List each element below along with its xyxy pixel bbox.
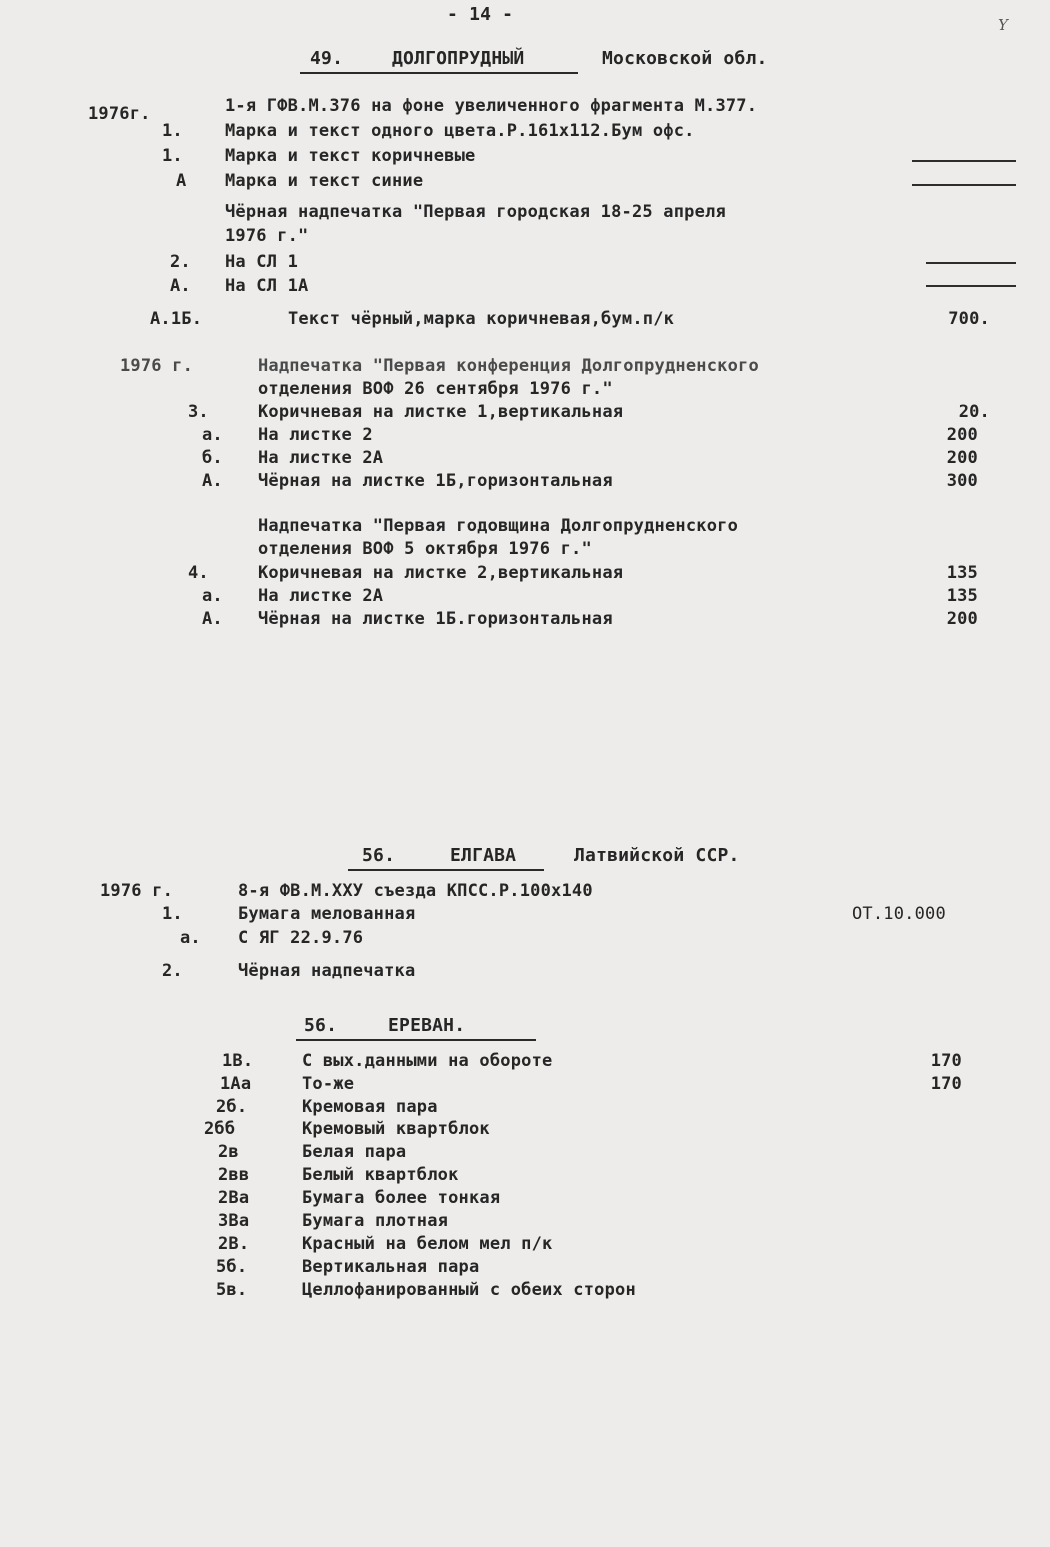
entry-text: На листке 2А <box>258 586 384 606</box>
entry-text: Коричневая на листке 1,вертикальная <box>258 402 624 422</box>
entry-price: 170 <box>930 1051 962 1071</box>
entry-text: С ЯГ 22.9.76 <box>238 928 364 948</box>
entry-text: С вых.данными на обороте <box>302 1051 553 1071</box>
entry-mark: 3. <box>188 402 209 422</box>
section-number: 56. <box>304 1015 338 1036</box>
entry-text: Бумага мелованная <box>238 904 416 924</box>
entry-price: 200 <box>946 448 978 468</box>
entry-mark: А.1Б. <box>150 309 203 329</box>
sub-heading: отделения ВОФ 26 сентября 1976 г." <box>258 379 613 399</box>
entry-text: 1976 г." <box>225 226 309 246</box>
price-dash <box>926 285 1016 287</box>
entry-text: Кремовая пара <box>302 1097 438 1117</box>
entry-price: 170 <box>930 1074 962 1094</box>
entry-text: Белая пара <box>302 1142 407 1162</box>
entry-mark: 5б. <box>216 1257 248 1277</box>
entry-text: Текст чёрный,марка коричневая,бум.п/к <box>288 309 675 329</box>
entry-text: На листке 2А <box>258 448 384 468</box>
entry-mark: а. <box>202 586 223 606</box>
entry-mark: 2Ва <box>218 1188 250 1208</box>
entry-mark: б. <box>202 448 223 468</box>
sub-year: 1976 г. <box>120 356 194 376</box>
entry-text: Красный на белом мел п/к <box>302 1234 553 1254</box>
price-dash <box>912 184 1016 186</box>
section-number: 56. <box>362 845 396 866</box>
entry-text: Чёрная на листке 1Б,горизонтальная <box>258 471 613 491</box>
entry-mark: 5в. <box>216 1280 248 1300</box>
entry-text: Бумага более тонкая <box>302 1188 501 1208</box>
entry-mark: 2б. <box>216 1097 248 1117</box>
entry-text: Марка и текст коричневые <box>225 146 476 166</box>
entry-text: На СЛ 1 <box>225 252 299 272</box>
entry-year: 1976 г. <box>100 881 174 901</box>
entry-text: Кремовый квартблок <box>302 1119 490 1139</box>
entry-mark: 1Аа <box>220 1074 252 1094</box>
entry-text: Марка и текст синие <box>225 171 424 191</box>
entry-mark: 1В. <box>222 1051 254 1071</box>
entry-mark: 1. <box>162 146 183 166</box>
section-city: ДОЛГОПРУДНЫЙ <box>392 48 525 69</box>
entry-mark: А. <box>202 609 223 629</box>
entry-price: 200 <box>946 609 978 629</box>
entry-text: 1-я ГФВ.М.376 на фоне увеличенного фрагмента М.377. <box>225 96 758 116</box>
entry-mark: 2. <box>170 252 191 272</box>
price-dash <box>926 262 1016 264</box>
entry-mark: 2В. <box>218 1234 250 1254</box>
entry-mark: А. <box>170 276 191 296</box>
entry-mark: 1. <box>162 121 183 141</box>
entry-text: Целлофанированный с обеих сторон <box>302 1280 636 1300</box>
entry-text: На СЛ 1А <box>225 276 309 296</box>
entry-mark: 2вв <box>218 1165 250 1185</box>
entry-text: Чёрная надпечатка "Первая городская 18-25 апреля <box>225 202 726 222</box>
sub-heading: отделения ВОФ 5 октября 1976 г." <box>258 539 592 559</box>
entry-text: 8-я ФВ.М.XXУ съезда КПСС.Р.100х140 <box>238 881 593 901</box>
entry-mark: 4. <box>188 563 209 583</box>
entry-mark: 2в <box>218 1142 239 1162</box>
entry-mark: 1. <box>162 904 183 924</box>
entry-mark: А <box>176 171 187 191</box>
entry-text: То-же <box>302 1074 355 1094</box>
entry-text: На листке 2 <box>258 425 373 445</box>
section-city: ЕЛГАВА <box>450 845 517 866</box>
section-city: ЕРЕВАН. <box>388 1015 466 1036</box>
section-underline <box>296 1039 536 1041</box>
entry-text: Белый квартблок <box>302 1165 459 1185</box>
entry-price: 135 <box>946 563 978 583</box>
entry-price: 200 <box>946 425 978 445</box>
entry-price: 700. <box>948 309 990 329</box>
entry-mark: А. <box>202 471 223 491</box>
entry-mark: а. <box>180 928 201 948</box>
entry-mark: 2. <box>162 961 183 981</box>
entry-price: 300 <box>946 471 978 491</box>
section-region: Латвийской ССР. <box>574 845 740 866</box>
sub-heading: Надпечатка "Первая конференция Долгопрудненского <box>258 356 759 376</box>
section-region: Московской обл. <box>602 48 768 69</box>
entry-price: 20. <box>958 402 990 422</box>
section-number: 49. <box>310 48 344 69</box>
entry-text: Вертикальная пара <box>302 1257 480 1277</box>
corner-pencil-mark: Y <box>998 16 1008 34</box>
entry-text: Марка и текст одного цвета.Р.161х112.Бум офс. <box>225 121 695 141</box>
entry-price: ОТ.10.000 <box>852 904 946 924</box>
page-number: - 14 - <box>447 4 514 25</box>
sub-heading: Надпечатка "Первая годовщина Долгопрудненского <box>258 516 739 536</box>
entry-text: Чёрная на листке 1Б.горизонтальная <box>258 609 613 629</box>
entry-text: Бумага плотная <box>302 1211 449 1231</box>
entry-mark: а. <box>202 425 223 445</box>
entry-mark: 2бб <box>204 1119 236 1139</box>
entry-year: 1976г. <box>88 104 151 124</box>
section-underline <box>300 72 578 74</box>
section-underline <box>348 869 544 871</box>
entry-text: Чёрная надпечатка <box>238 961 416 981</box>
price-dash <box>912 160 1016 162</box>
entry-mark: 3Ва <box>218 1211 250 1231</box>
entry-price: 135 <box>946 586 978 606</box>
entry-text: Коричневая на листке 2,вертикальная <box>258 563 624 583</box>
